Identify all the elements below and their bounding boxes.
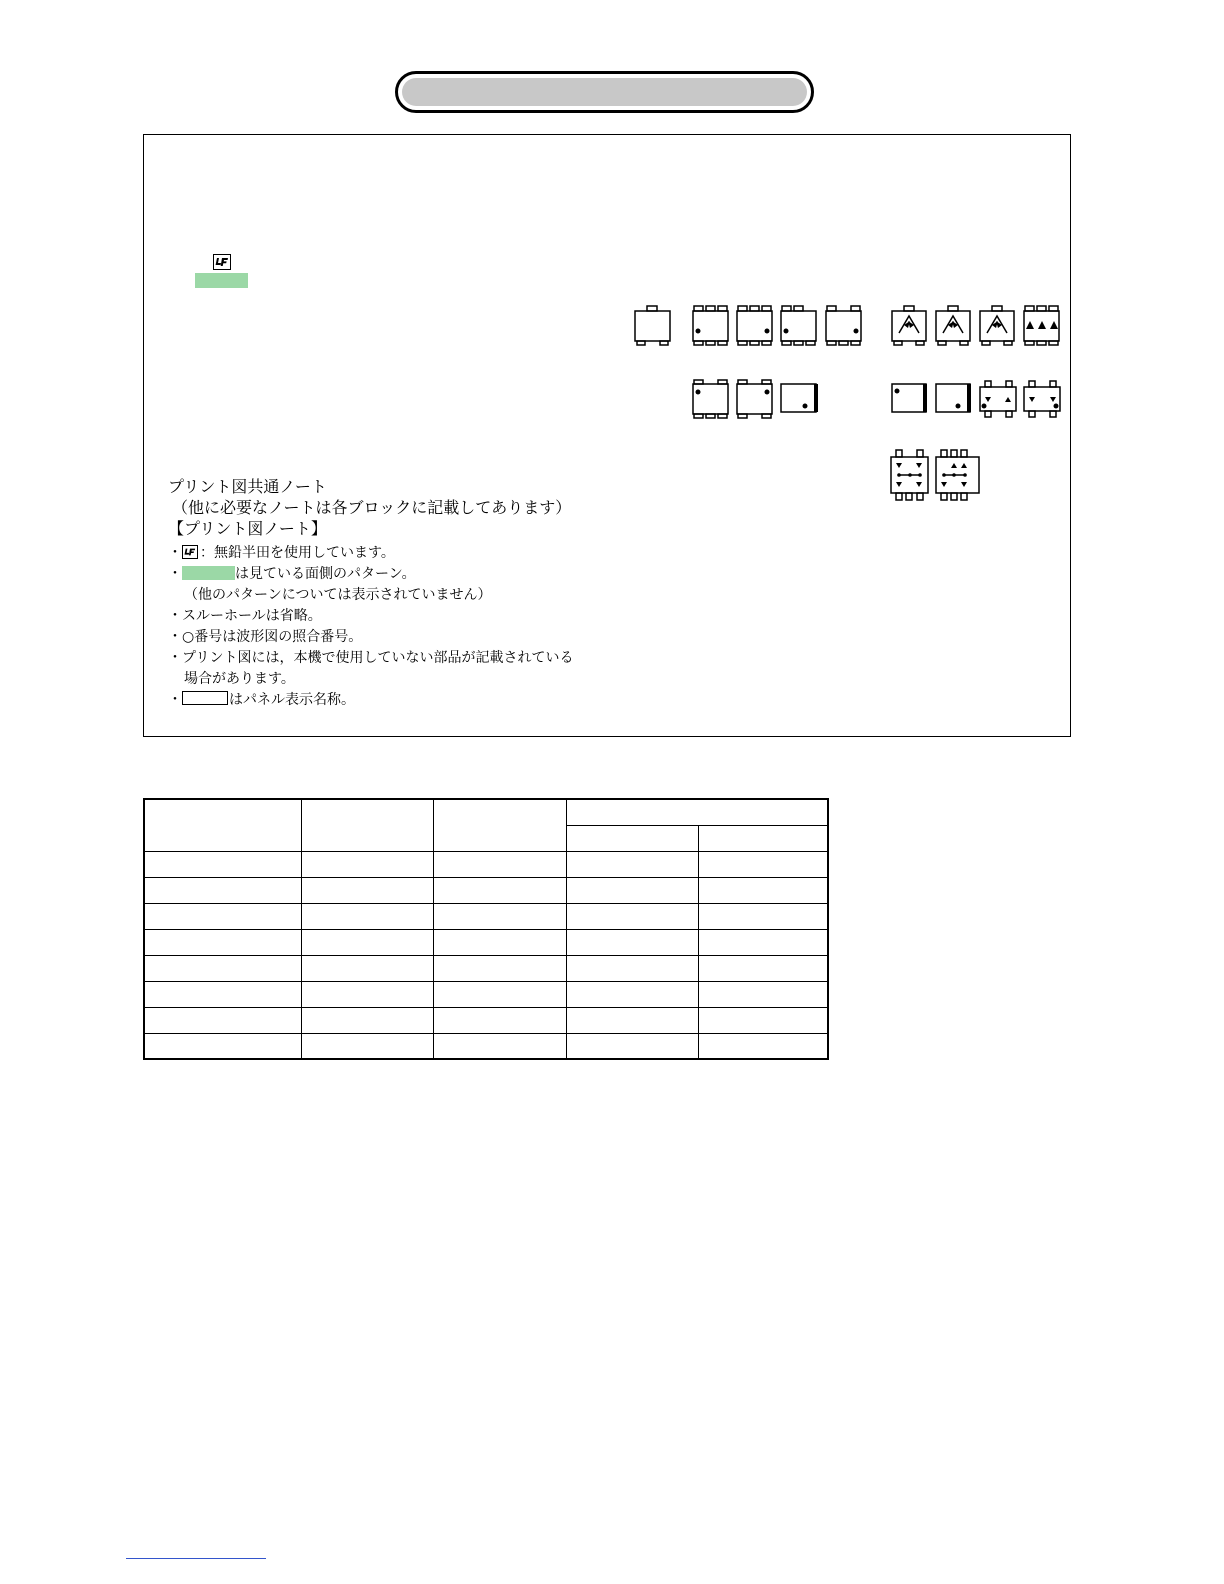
table-subheader-cell — [566, 825, 698, 851]
table-cell — [301, 851, 433, 877]
bullet: ・ — [168, 608, 182, 624]
note-pattern-side-continued — [168, 585, 628, 606]
chip-reference-table — [143, 798, 829, 1060]
table-header-row — [144, 799, 828, 825]
table-cell — [433, 851, 566, 877]
note-unused-parts-continued — [168, 669, 628, 690]
chip-4pin-symbol-2 — [737, 380, 772, 418]
bullet: ・ — [168, 629, 182, 645]
table-row — [144, 877, 828, 903]
chip-polarized-symbol-2 — [892, 384, 926, 412]
table-cell — [566, 981, 698, 1007]
note-unused-parts-text: プリント図には，本機で使用していない部品が記載されている — [182, 650, 574, 666]
note-panel-name — [168, 690, 628, 711]
chip-3pin-symbol-3 — [781, 306, 816, 345]
table-cell — [698, 1007, 828, 1033]
dual-diode-symbol-1 — [980, 381, 1016, 417]
bullet: ・ — [168, 650, 182, 666]
table-cell — [144, 929, 301, 955]
table-cell — [144, 981, 301, 1007]
table-cell — [301, 1033, 433, 1059]
table-row — [144, 903, 828, 929]
chip-2pin-symbol — [635, 306, 670, 345]
note-panel-name-text: はパネル表示名称。 — [229, 692, 355, 708]
table-subheader-cell — [698, 825, 828, 851]
table-cell — [301, 955, 433, 981]
chip-4pin-symbol-1 — [693, 380, 728, 418]
table-cell — [698, 981, 828, 1007]
table-cell — [698, 903, 828, 929]
note-pattern-side — [168, 564, 628, 585]
note-through-hole — [168, 606, 628, 627]
table-cell — [144, 851, 301, 877]
note-unused-parts-cont-text: 場合があります。 — [184, 671, 295, 687]
table-cell — [301, 903, 433, 929]
note-waveform-ref-text: ○番号は波形図の照合番号。 — [182, 629, 363, 645]
table-row — [144, 955, 828, 981]
table-row — [144, 1007, 828, 1033]
note-lead-free-text: ：無鉛半田を使用しています。 — [200, 545, 395, 561]
table-cell — [566, 1007, 698, 1033]
chip-polarized-symbol-3 — [936, 384, 970, 412]
table-row — [144, 851, 828, 877]
bullet: ・ — [168, 566, 182, 582]
pattern-side-swatch — [182, 566, 235, 580]
table-cell — [301, 929, 433, 955]
bullet: ・ — [168, 545, 182, 561]
table-cell — [144, 1007, 301, 1033]
chip-3pin-symbol-2 — [737, 306, 772, 345]
chip-polarized-symbol-1 — [781, 384, 816, 412]
table-cell — [301, 1007, 433, 1033]
table-cell — [433, 955, 566, 981]
table-cell — [566, 903, 698, 929]
table-header-cell — [301, 799, 433, 851]
table-cell — [433, 929, 566, 955]
table-cell — [433, 903, 566, 929]
table-row — [144, 1033, 828, 1059]
table-row — [144, 929, 828, 955]
note-lead-free — [168, 543, 628, 564]
table-cell — [566, 929, 698, 955]
chip-3pin-symbol-4 — [826, 306, 861, 345]
chip-3pin-symbol-1 — [693, 306, 728, 345]
note-pattern-side-cont-text: （他のパターンについては表示されていません） — [184, 587, 492, 603]
table-cell — [566, 1033, 698, 1059]
table-cell — [301, 877, 433, 903]
note-waveform-ref — [168, 627, 628, 648]
table-cell — [144, 1033, 301, 1059]
table-cell — [698, 929, 828, 955]
table-header-cell — [433, 799, 566, 851]
bullet: ・ — [168, 692, 182, 708]
notes-section-title: 【プリント図ノート】 — [168, 519, 327, 538]
table-cell — [301, 981, 433, 1007]
table-cell — [698, 851, 828, 877]
note-pattern-side-text: は見ている面側のパターン。 — [235, 566, 416, 582]
table-cell — [433, 877, 566, 903]
table-cell — [144, 903, 301, 929]
table-cell — [433, 981, 566, 1007]
notes-subheading: （他に必要なノートは各ブロックに記載してあります） — [172, 498, 572, 517]
table-cell — [566, 877, 698, 903]
note-through-hole-text: スルーホールは省略。 — [182, 608, 322, 624]
table-header-cell — [566, 799, 828, 825]
diode-array-symbol-3 — [980, 306, 1014, 345]
table-cell — [698, 955, 828, 981]
table-cell — [144, 955, 301, 981]
table-cell — [698, 1033, 828, 1059]
notes-block — [168, 476, 628, 711]
note-unused-parts — [168, 648, 628, 669]
table-cell — [698, 877, 828, 903]
table-cell — [566, 851, 698, 877]
diode-array-symbol-2 — [936, 306, 970, 345]
panel-name-box — [182, 691, 228, 705]
diode-array-symbol-1 — [892, 306, 926, 345]
footer-rule — [126, 1558, 266, 1559]
lead-free-solder-icon — [182, 545, 198, 559]
table-cell — [433, 1033, 566, 1059]
table-row — [144, 981, 828, 1007]
notes-heading: プリント図共通ノート — [168, 477, 327, 496]
table-header-cell — [144, 799, 301, 851]
table-cell — [566, 955, 698, 981]
table-cell — [144, 877, 301, 903]
table-cell — [433, 1007, 566, 1033]
